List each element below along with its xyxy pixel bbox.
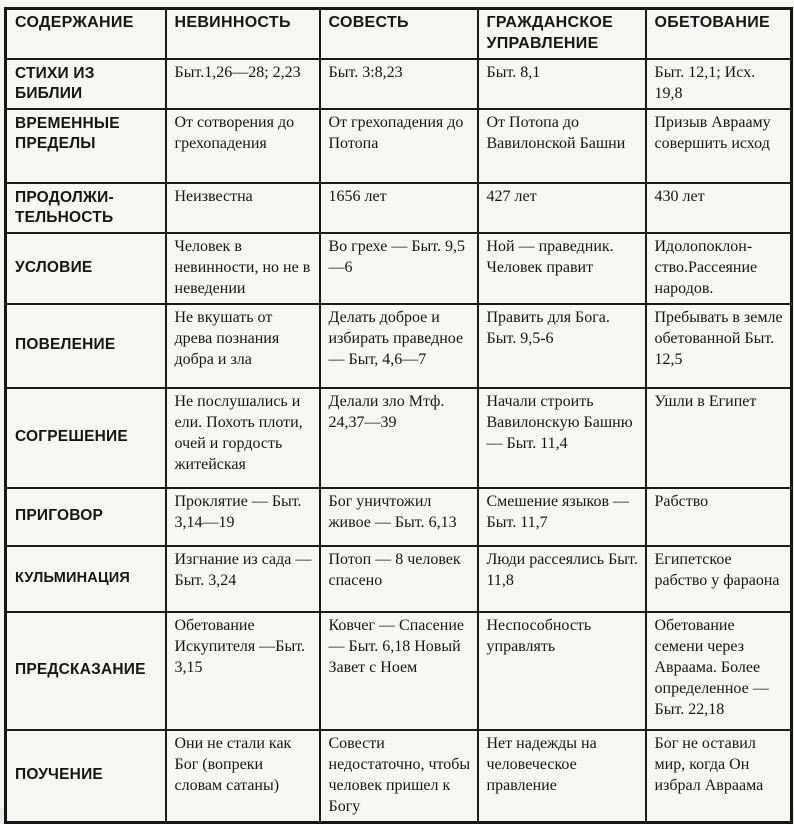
header-row [6,9,792,60]
row-label-vremennye-predely: ВРЕМЕННЫЕ ПРЕДЕЛЫ [6,109,166,183]
cell: От сотворения до грехопадения [166,109,320,183]
table-row [6,59,792,109]
cell: Быт. 8,1 [478,59,646,109]
row-label-povelenie: ПОВЕЛЕНИЕ [6,304,166,388]
table-body [6,59,792,823]
cell: Ковчег — Спасение — Быт. 6,18 Новый Завет с Ноем [320,612,478,730]
cell: Нет надежды на человеческое правление [478,730,646,823]
cell: Делали зло Мтф. 24,37—39 [320,388,478,488]
cell: Потоп — 8 человек спасено [320,546,478,612]
cell: Быт. 12,1; Исх. 19,8 [646,59,792,109]
header-sovest: СОВЕСТЬ [320,9,478,60]
dispensations-table [4,7,793,824]
cell: Ушли в Египет [646,388,792,488]
cell: Изгнание из сада — Быт. 3,24 [166,546,320,612]
row-label-prigovor: ПРИГОВОР [6,488,166,546]
cell: Обетование семени через Авраама. Более определенное —Быт. 22,18 [646,612,792,730]
cell: Обетование Искупителя —Быт. 3,15 [166,612,320,730]
cell: От грехопадения до Потопа [320,109,478,183]
row-label-prodolzhitelnost: ПРОДОЛЖИ-ТЕЛЬНОСТЬ [6,183,166,233]
row-label-stihi-iz-biblii: СТИХИ ИЗ БИБЛИИ [6,59,166,109]
header-grazhdanskoe-upravlenie: ГРАЖДАНСКОЕ УПРАВЛЕНИЕ [478,9,646,60]
cell: Люди рассеялись Быт. 11,8 [478,546,646,612]
cell: Неизвестна [166,183,320,233]
cell: Начали строить Вавилонскую Башню — Быт. 11,4 [478,388,646,488]
cell: Править для Бога. Быт. 9,5-6 [478,304,646,388]
cell: Египетское рабство у фараона [646,546,792,612]
cell: Не вкушать от древа познания добра и зла [166,304,320,388]
row-label-uslovie: УСЛОВИЕ [6,233,166,304]
cell: Пребывать в земле обетованной Быт. 12,5 [646,304,792,388]
cell: Призыв Аврааму совершить исход [646,109,792,183]
cell: От Потопа до Вавилонской Башни [478,109,646,183]
cell: Быт.1,26—28; 2,23 [166,59,320,109]
cell: Проклятие — Быт. 3,14—19 [166,488,320,546]
cell: Ной — праведник. Человек правит [478,233,646,304]
table-row [6,488,792,546]
cell: Они не стали как Бог (вопреки словам сатаны) [166,730,320,823]
row-label-predskazanie: ПРЕДСКАЗАНИЕ [6,612,166,730]
cell: 1656 лет [320,183,478,233]
row-label-sogreshenie: СОГРЕШЕНИЕ [6,388,166,488]
cell: Идолопоклонство.Рассеяние народов. [646,233,792,304]
cell: Неспособность управлять [478,612,646,730]
cell: Во грехе — Быт. 9,5—6 [320,233,478,304]
header-nevinnost: НЕВИННОСТЬ [166,9,320,60]
table-row [6,304,792,388]
row-label-kulminaciya: КУЛЬМИНАЦИЯ [6,546,166,612]
cell: 430 лет [646,183,792,233]
table-row [6,109,792,183]
table-row [6,546,792,612]
table-row [6,183,792,233]
cell: Бог не оставил мир, когда Он избрал Авраама [646,730,792,823]
cell: Человек в невинности, но не в неведении [166,233,320,304]
cell: Бог уничтожил живое — Быт. 6,13 [320,488,478,546]
header-obetovanie: ОБЕТОВАНИЕ [646,9,792,60]
header-soderzhanie: СОДЕРЖАНИЕ [6,9,166,60]
cell: Быт. 3:8,23 [320,59,478,109]
cell: Рабство [646,488,792,546]
row-label-pouchenie: ПОУЧЕНИЕ [6,730,166,823]
cell: Совести недостаточно, чтобы человек пришел к Богу [320,730,478,823]
table-row [6,730,792,823]
table-header [6,9,792,60]
cell: Смешение языков — Быт. 11,7 [478,488,646,546]
cell: Делать доброе и избирать праведное — Быт, 4,6—7 [320,304,478,388]
table-row [6,233,792,304]
cell: 427 лет [478,183,646,233]
table-row [6,612,792,730]
cell: Не послушались и ели. Похоть плоти, очей и гордость житейская [166,388,320,488]
table-row [6,388,792,488]
